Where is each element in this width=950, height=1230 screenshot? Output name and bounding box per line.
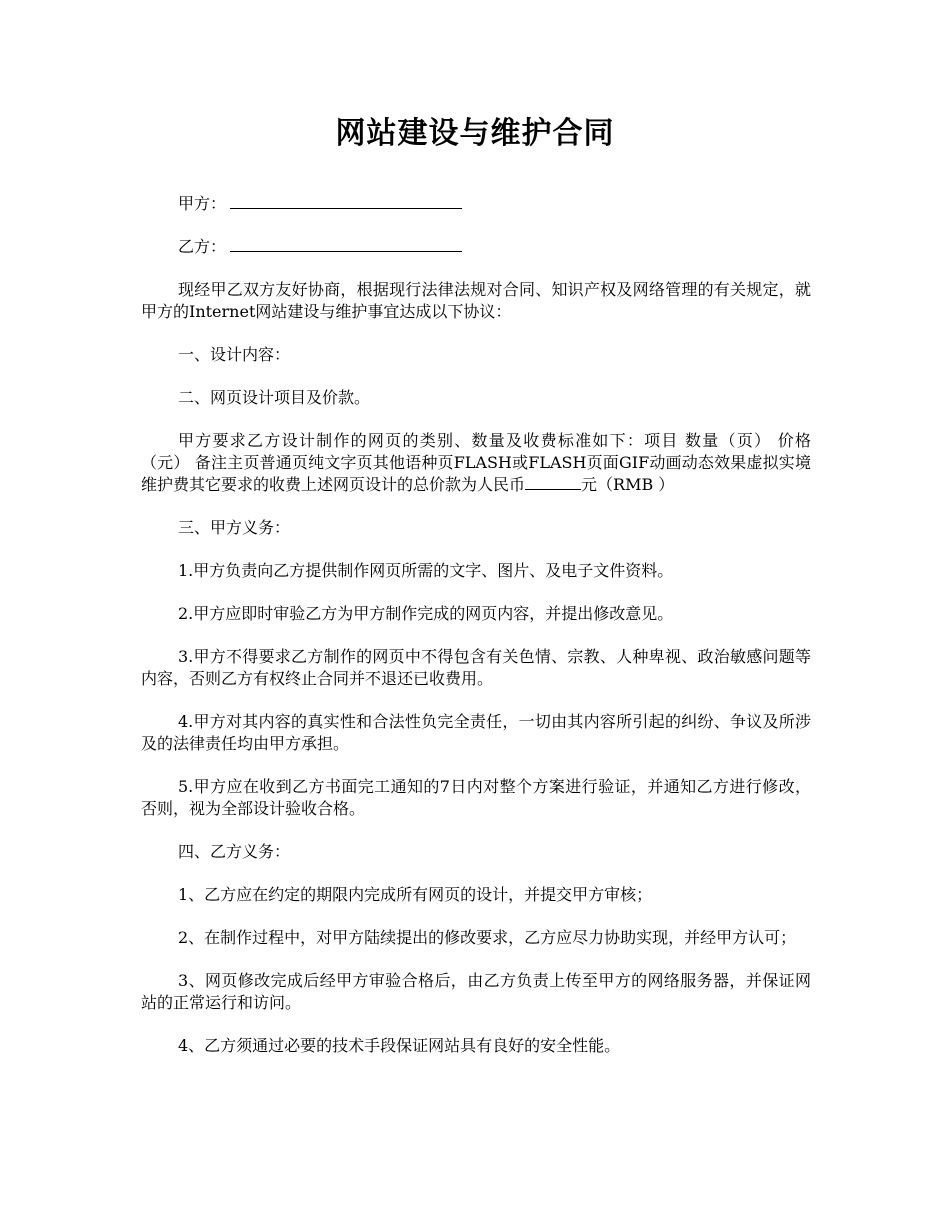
party-b-duty-4: 4、乙方须通过必要的技术手段保证网站具有良好的安全性能。 xyxy=(178,1036,621,1055)
pricing-text: 甲方要求乙方设计制作的网页的类别、数量及收费标准如下：项目 数量（页） 价格（元） 备注主页普通页纯文字页其他语种页FLASH或FLASH页面GIF动画动态效果虚拟实境维护费其它要求的收费上述网页设计的总价款为人民币 xyxy=(141,431,811,494)
intro-paragraph: 现经甲乙双方友好协商，根据现行法律法规对合同、知识产权及网络管理的有关规定，就甲方的Internet网站建设与维护事宜达成以下协议： xyxy=(141,280,811,321)
party-a-duty-1: 1.甲方负责向乙方提供制作网页所需的文字、图片、及电子文件资料。 xyxy=(178,561,674,580)
party-a-label: 甲方： xyxy=(178,194,227,213)
party-a-duty-3: 3.甲方不得要求乙方制作的网页中不得包含有关色情、宗教、人种卑视、政治敏感问题等内容，否则乙方有权终止合同并不退还已收费用。 xyxy=(141,647,811,688)
pricing-paragraph xyxy=(141,430,811,496)
pricing-suffix: 元（RMB ） xyxy=(581,475,675,494)
party-a-duty-5: 5.甲方应在收到乙方书面完工通知的7日内对整个方案进行验证，并通知乙方进行修改，否则，视为全部设计验收合格。 xyxy=(141,777,811,818)
party-a-line xyxy=(141,193,811,215)
party-b-duty-1: 1、乙方应在约定的期限内完成所有网页的设计，并提交甲方审核； xyxy=(178,885,653,904)
section-3-heading: 三、甲方义务： xyxy=(178,518,291,537)
party-a-blank xyxy=(230,194,462,209)
section-2-heading: 二、网页设计项目及价款。 xyxy=(178,388,371,407)
party-a-duty-4: 4.甲方对其内容的真实性和合法性负完全责任，一切由其内容所引起的纠纷、争议及所涉及的法律责任均由甲方承担。 xyxy=(141,712,811,753)
party-b-blank xyxy=(230,237,462,252)
document-title: 网站建设与维护合同 xyxy=(335,116,615,151)
section-1-heading: 一、设计内容： xyxy=(178,345,291,364)
document-body xyxy=(141,193,811,1078)
total-price-blank xyxy=(525,475,581,490)
party-b-label: 乙方： xyxy=(178,237,227,256)
party-b-duty-3: 3、网页修改完成后经甲方审验合格后，由乙方负责上传至甲方的网络服务器，并保证网站的正常运行和访问。 xyxy=(141,971,811,1012)
party-b-line xyxy=(141,236,811,258)
section-4-heading: 四、乙方义务： xyxy=(178,842,291,861)
party-b-duty-2: 2、在制作过程中，对甲方陆续提出的修改要求，乙方应尽力协助实现，并经甲方认可； xyxy=(178,928,797,947)
party-a-duty-2: 2.甲方应即时审验乙方为甲方制作完成的网页内容，并提出修改意见。 xyxy=(178,604,674,623)
